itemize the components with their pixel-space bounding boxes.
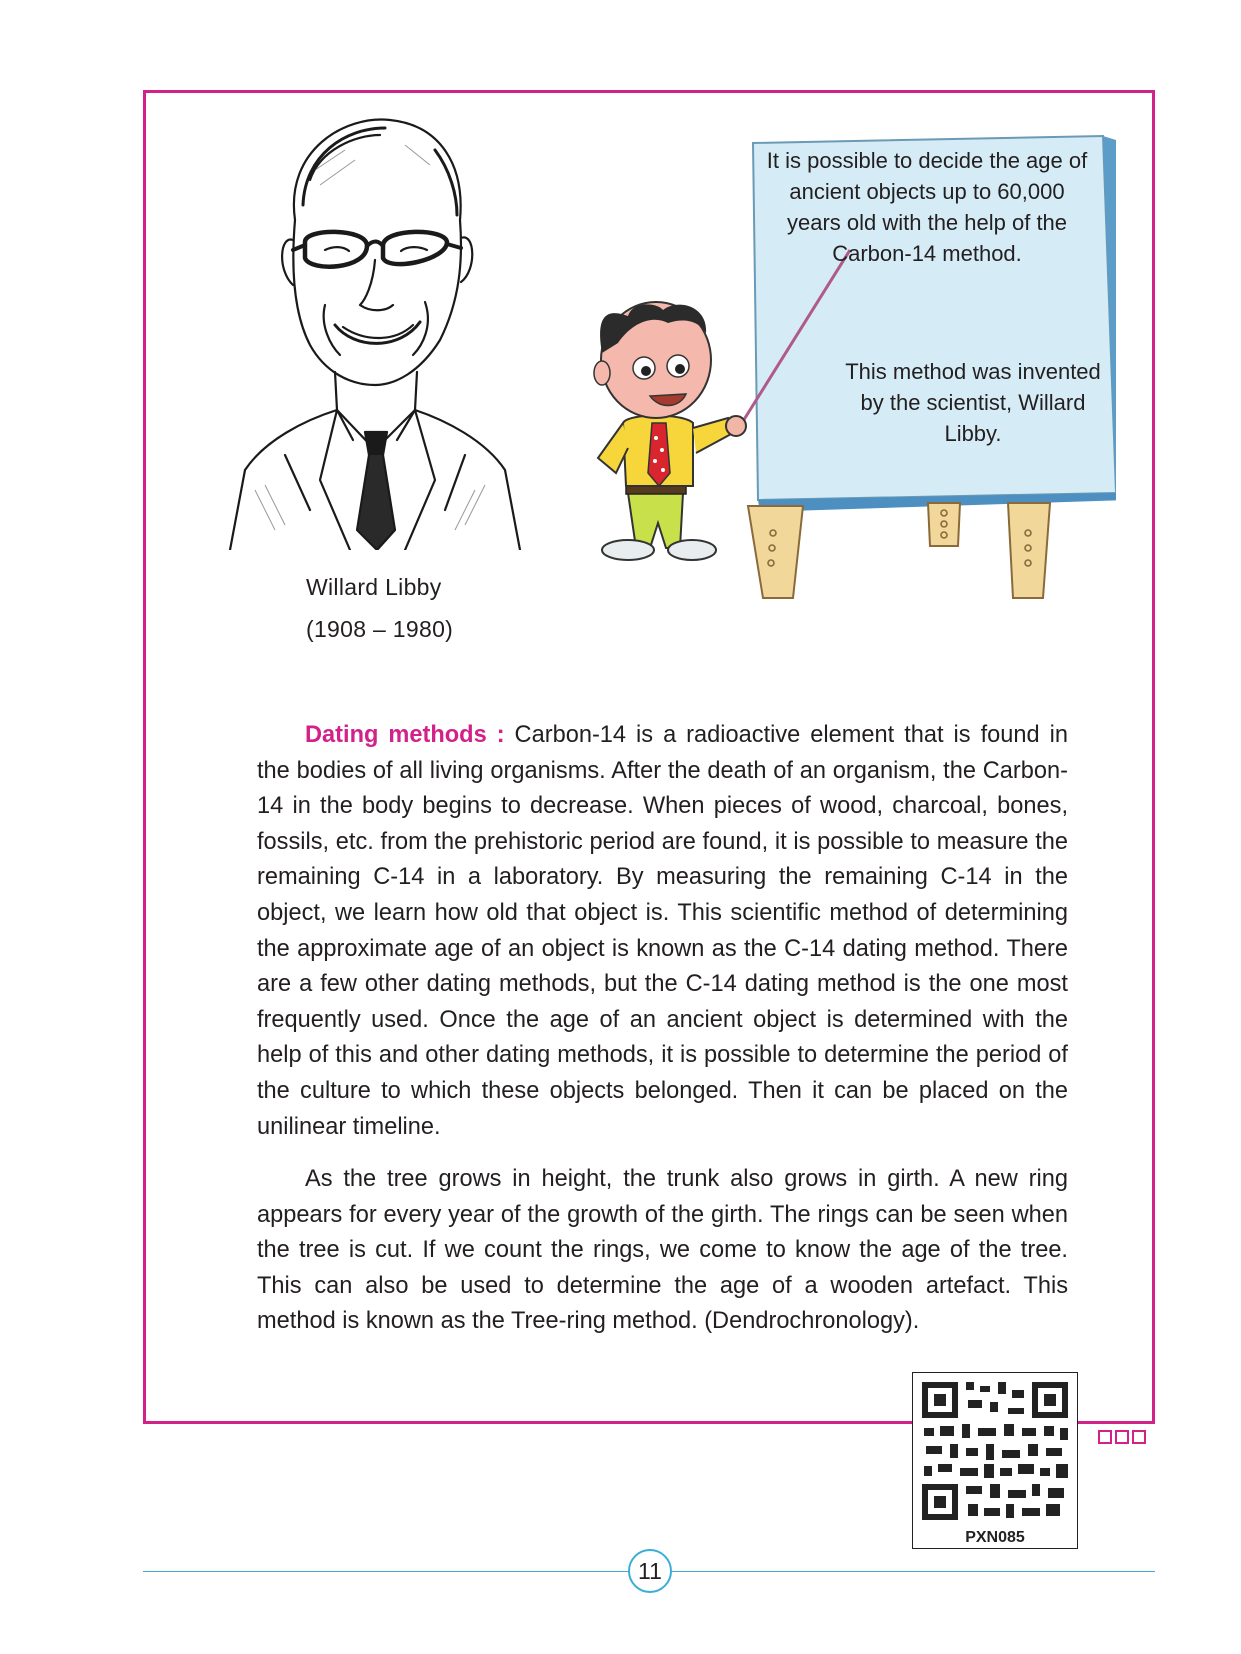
board-text-2: This method was invented by the scientist, Willard Libby. xyxy=(845,359,1101,446)
end-square-icon xyxy=(1132,1430,1146,1444)
end-marker xyxy=(1098,1430,1146,1444)
paragraph-1-text: Carbon-14 is a radioactive element that is found in the bodies of all living organisms. After the death of an organism, the Carbon-14 in the body begins to decrease. When pieces of wood, charcoal, bones, fossils, etc. from the prehistoric period are found, it is possible to measure the remaining C-14 in a laboratory. By measuring the remaining C-14 in the object, we learn how old that object is. This scientific method of determining the approximate age of an object is known as the C-14 dating method. There are a few other dating methods, but the C-14 dating method is the one most frequently used. Once the age of an ancient object is determined with the help of this and other dating methods, it is possible to determine the period of the culture to which these objects belonged. Then it can be placed on the unilinear timeline. xyxy=(257,722,1068,1140)
dating-methods-heading: Dating methods : xyxy=(305,722,505,748)
willard-libby-portrait xyxy=(225,110,525,550)
paragraph-2-text: As the tree grows in height, the trunk also grows in girth. A new ring appears for every year of the growth of the girth. The rings can be seen when the tree is cut. If we count the rings, we come to know the age of the tree. This can also be used to determine the age of a wooden artefact. This method is known as the Tree-ring method. (Dendrochronology). xyxy=(257,1166,1068,1335)
portrait-caption-years: (1908 – 1980) xyxy=(306,616,454,642)
qr-code[interactable] xyxy=(912,1372,1078,1549)
page-number: 11 xyxy=(628,1549,672,1593)
qr-code-label: PXN085 xyxy=(965,1529,1025,1546)
board-text-1: It is possible to decide the age of ancient objects up to 60,000 years old with the help of the Carbon-14 method. xyxy=(766,148,1088,266)
portrait-caption-name: Willard Libby xyxy=(306,574,442,600)
paragraph-dating-methods xyxy=(257,718,1068,1145)
end-square-icon xyxy=(1115,1430,1129,1444)
paragraph-tree-ring xyxy=(257,1162,1068,1340)
end-square-icon xyxy=(1098,1430,1112,1444)
